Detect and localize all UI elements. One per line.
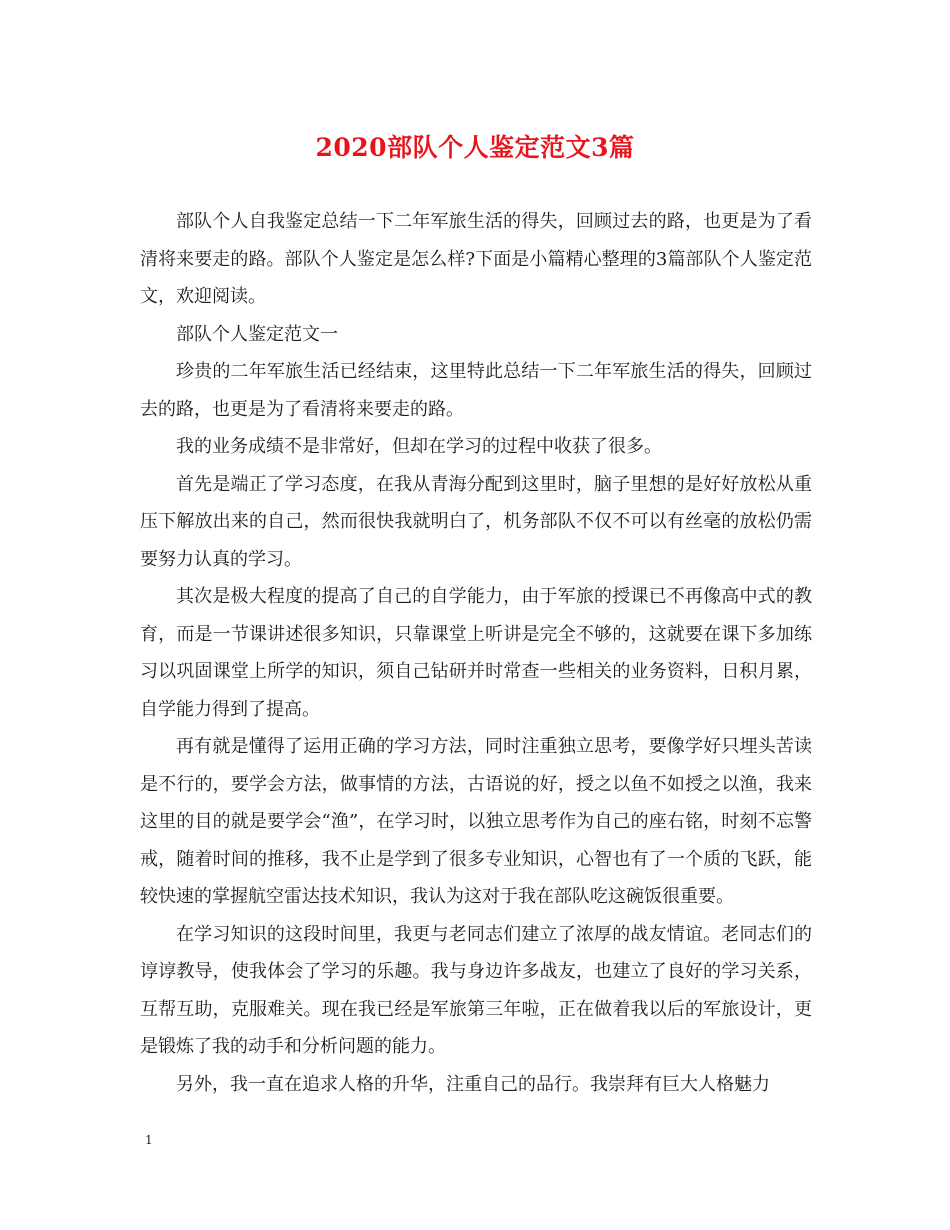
paragraph: 珍贵的二年军旅生活已经结束，这里特此总结一下二年军旅生活的得失，回顾过去的路，也更是为了看清将来要走的路。: [140, 361, 812, 420]
paragraph: 在学习知识的这段时间里，我更与老同志们建立了浓厚的战友情谊。老同志们的谆谆教导，使我体会了学习的乐趣。我与身边许多战友，也建立了良好的学习关系，互帮互助，克服难关。现在我已经是军旅第三年啦，正在做着我以后的军旅设计，更是锻炼了我的动手和分析问题的能力。: [140, 923, 812, 1057]
paragraph: 首先是端正了学习态度，在我从青海分配到这里时，脑子里想的是好好放松从重压下解放出来的自己，然而很快我就明白了，机务部队不仅不可以有丝毫的放松仍需要努力认真的学习。: [140, 473, 812, 570]
paragraph: 我的业务成绩不是非常好，但却在学习的过程中收获了很多。: [176, 436, 662, 457]
paragraph: 再有就是懂得了运用正确的学习方法，同时注重独立思考，要像学好只埋头苦读是不行的，要学会方法，做事情的方法，古语说的好，授之以鱼不如授之以渔，我来这里的目的就是要学会“渔”，在学习时，以独立思考作为自己的座右铭，时刻不忘警戒，随着时间的推移，我不止是学到了很多专业知识，心智也有了一个质的飞跃，能较快速的掌握航空雷达技术知识，我认为这对于我在部队吃这碗饭很重要。: [140, 736, 812, 907]
document-body: [140, 203, 812, 1103]
document-title: 2020部队个人鉴定范文3篇: [315, 133, 635, 162]
paragraph: 其次是极大程度的提高了自己的自学能力，由于军旅的授课已不再像高中式的教育，而是一节课讲述很多知识，只靠课堂上听讲是完全不够的，这就要在课下多加练习以巩固课堂上所学的知识，须自己钻研并时常查一些相关的业务资料，日积月累，自学能力得到了提高。: [140, 586, 812, 720]
section-heading-one: 部队个人鉴定范文一: [176, 323, 338, 345]
paragraph: 另外，我一直在追求人格的升华，注重自己的品行。我崇拜有巨大人格魅力: [176, 1073, 770, 1095]
page-number: 1: [145, 1133, 153, 1147]
paragraph-intro: 部队个人自我鉴定总结一下二年军旅生活的得失，回顾过去的路，也更是为了看清将来要走的路。部队个人鉴定是怎么样?下面是小篇精心整理的3篇部队个人鉴定范文，欢迎阅读。: [140, 211, 812, 307]
